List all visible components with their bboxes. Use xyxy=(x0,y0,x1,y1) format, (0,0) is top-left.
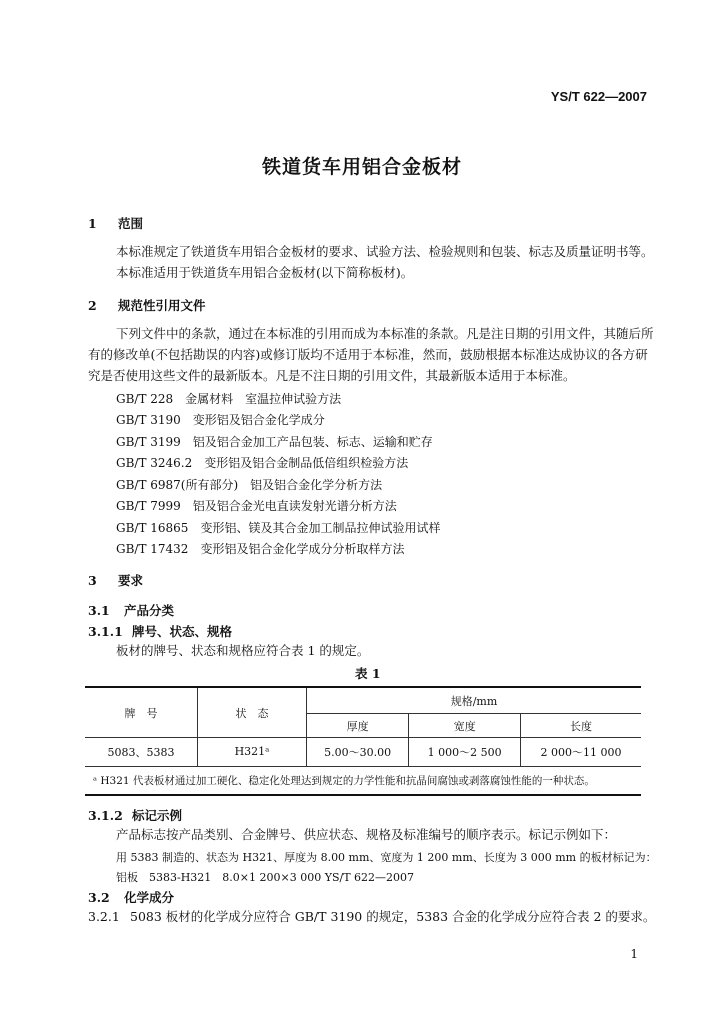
section-2-paragraph-line: 有的修改单(不包括勘误的内容)或修订版均不适用于本标准，然而，鼓励根据本标准达成协议的各方研 xyxy=(88,347,648,362)
section-1-paragraph-1: 本标准规定了铁道货车用铝合金板材的要求、试验方法、检验规则和包装、标志及质量证明书等。 xyxy=(116,244,654,259)
table-cell-length: 2 000～11 000 xyxy=(520,738,641,766)
reference-item: GB/T 17432 变形铝及铝合金化学成分分析取样方法 xyxy=(116,542,405,556)
section-title: 产品分类 xyxy=(124,603,175,618)
section-3-1-1-paragraph: 板材的牌号、状态和规格应符合表 1 的规定。 xyxy=(116,643,370,658)
table-cell-width: 1 000～2 500 xyxy=(409,738,521,766)
table-row xyxy=(85,738,641,766)
document-title: 铁道货车用铝合金板材 xyxy=(261,156,462,178)
table-header-width: 宽度 xyxy=(409,714,521,738)
table-1-caption: 表 1 xyxy=(355,666,381,681)
section-number: 3 xyxy=(88,573,97,588)
table-cell-temper: H321ᵃ xyxy=(198,738,307,766)
reference-item: GB/T 7999 铝及铝合金光电直读发射光谱分析方法 xyxy=(116,499,397,513)
section-title: 要求 xyxy=(118,573,144,588)
section-2-paragraph-line: 下列文件中的条款，通过在本标准的引用而成为本标准的条款。凡是注日期的引用文件，其随后所 xyxy=(116,326,654,341)
reference-item: GB/T 228 金属材料 室温拉伸试验方法 xyxy=(116,392,342,406)
standard-code: YS/T 622—2007 xyxy=(550,89,647,104)
marking-example: 铝板 5383-H321 8.0×1 200×3 000 YS/T 622—2007 xyxy=(116,871,415,884)
section-title: 规范性引用文件 xyxy=(118,298,206,313)
table-cell-grade: 5083、5383 xyxy=(85,738,198,766)
section-2-paragraph-line: 究是否使用这些文件的最新版本。凡是不注日期的引用文件，其最新版本适用于本标准。 xyxy=(88,368,576,383)
section-title: 牌号、状态、规格 xyxy=(132,624,233,639)
reference-item: GB/T 6987(所有部分) 铝及铝合金化学分析方法 xyxy=(116,478,383,492)
section-number: 3.2.1 xyxy=(88,909,120,924)
section-number: 3.1 xyxy=(88,603,110,618)
section-3-2-1-paragraph xyxy=(88,909,655,925)
table-header-spec: 规格/mm xyxy=(307,687,642,714)
section-1-paragraph-2: 本标准适用于铁道货车用铝合金板材(以下简称板材)。 xyxy=(116,265,414,280)
section-1-heading xyxy=(88,214,143,232)
reference-item: GB/T 16865 变形铝、镁及其合金加工制品拉伸试验用试样 xyxy=(116,521,441,535)
section-3-1-1-heading xyxy=(88,622,232,640)
marking-example-description: 用 5383 制造的、状态为 H321、厚度为 8.00 mm、宽度为 1 200 mm、长度为 3 000 mm 的板材标记为： xyxy=(116,851,657,864)
section-text: 5083 板材的化学成分应符合 GB/T 3190 的规定，5383 合金的化学成分应符合表 2 的要求。 xyxy=(130,909,656,924)
table-header-temper: 状 态 xyxy=(198,687,307,738)
section-3-1-heading xyxy=(88,601,174,619)
section-title: 化学成分 xyxy=(124,890,175,905)
section-3-2-heading xyxy=(88,888,174,906)
section-number: 3.2 xyxy=(88,890,110,905)
section-title: 范围 xyxy=(118,216,144,231)
section-3-1-2-heading xyxy=(88,806,182,824)
section-number: 3.1.1 xyxy=(88,624,123,639)
table-footnote: ᵃ H321 代表板材通过加工硬化、稳定化处理达到规定的力学性能和抗晶间腐蚀或剥落腐蚀性能的一种状态。 xyxy=(85,766,641,795)
reference-item: GB/T 3246.2 变形铝及铝合金制品低倍组织检验方法 xyxy=(116,456,409,470)
reference-item: GB/T 3190 变形铝及铝合金化学成分 xyxy=(116,413,325,427)
section-number: 2 xyxy=(88,298,97,313)
section-2-heading xyxy=(88,296,206,314)
section-3-1-2-paragraph: 产品标志按产品类别、合金牌号、供应状态、规格及标准编号的顺序表示。标记示例如下： xyxy=(116,827,617,842)
table-header-grade: 牌 号 xyxy=(85,687,198,738)
table-1 xyxy=(85,686,641,796)
page-number: 1 xyxy=(630,947,638,961)
section-number: 1 xyxy=(88,216,97,231)
table-header-length: 长度 xyxy=(520,714,641,738)
table-cell-thickness: 5.00～30.00 xyxy=(307,738,409,766)
reference-item: GB/T 3199 铝及铝合金加工产品包装、标志、运输和贮存 xyxy=(116,435,433,449)
section-number: 3.1.2 xyxy=(88,808,123,823)
section-title: 标记示例 xyxy=(132,808,183,823)
table-header-thickness: 厚度 xyxy=(307,714,409,738)
section-3-heading xyxy=(88,571,143,589)
